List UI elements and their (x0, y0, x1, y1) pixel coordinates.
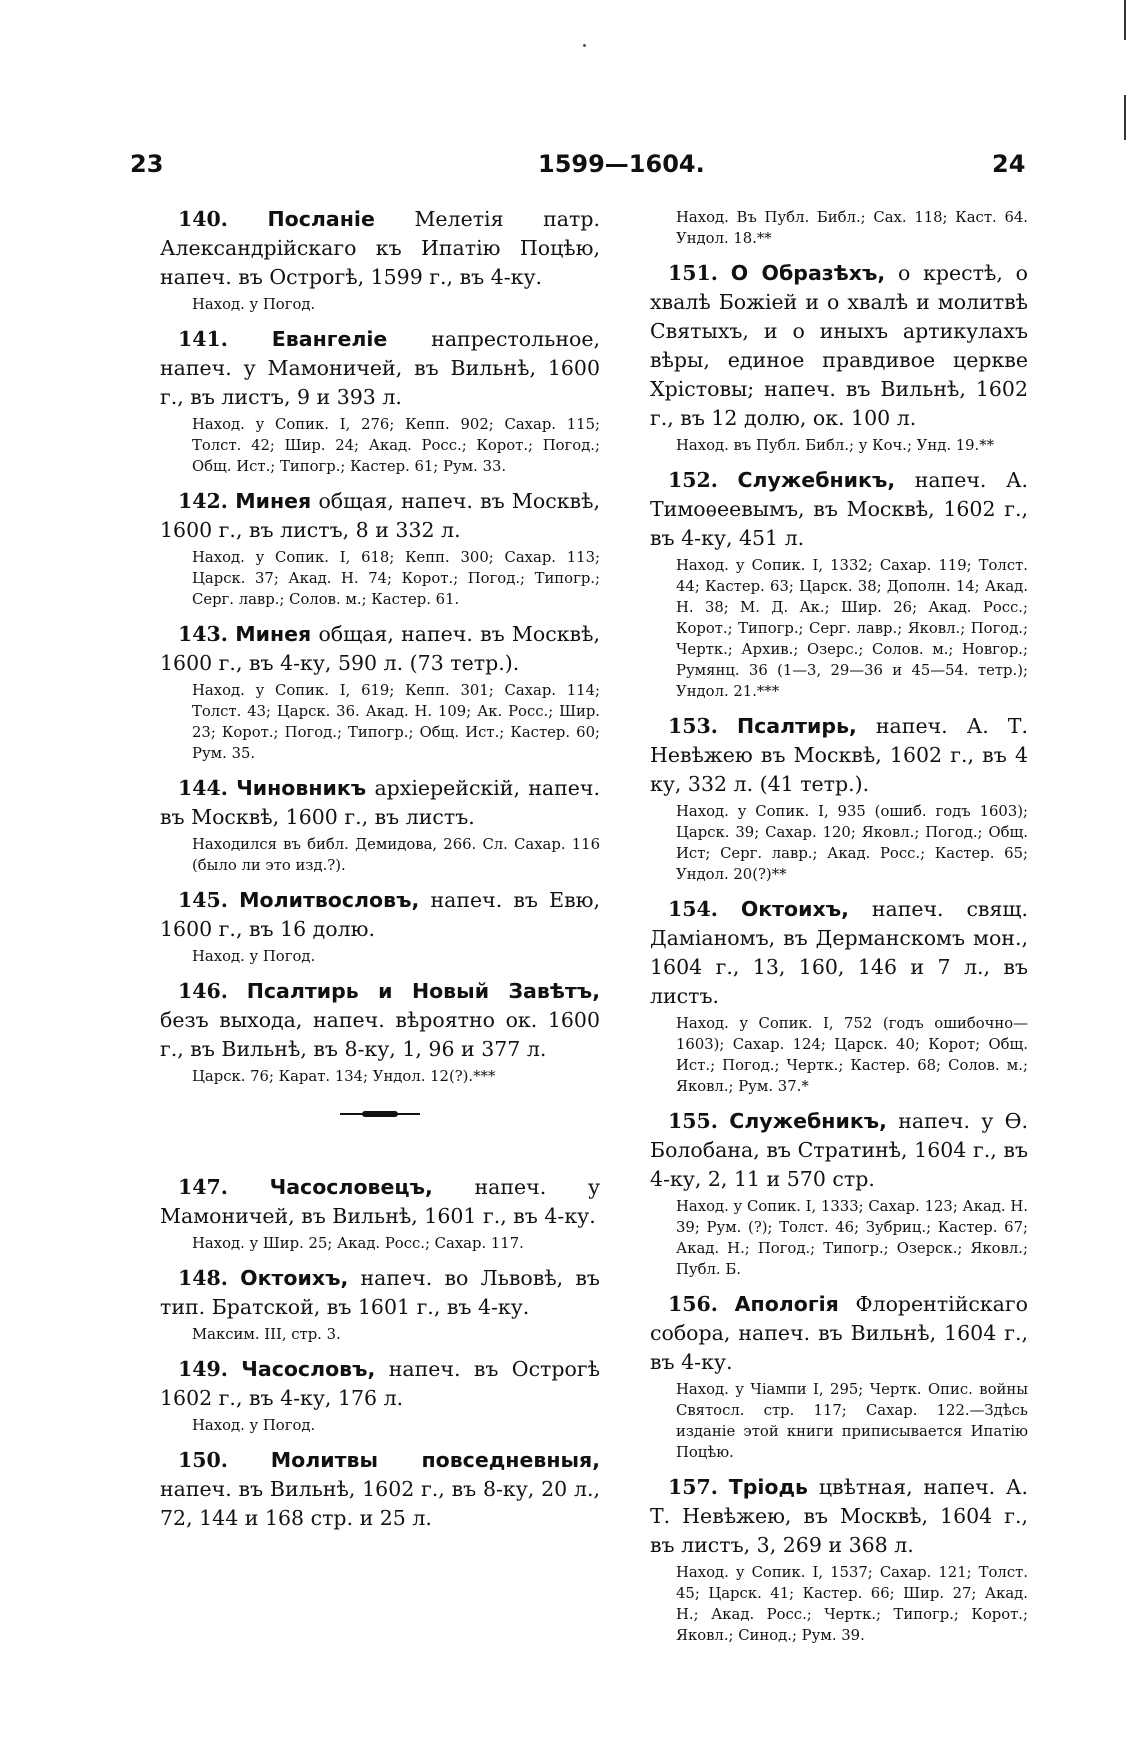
page-number-left: 23 (130, 150, 164, 178)
catalog-entry (650, 895, 1028, 1097)
catalog-entry (650, 712, 1028, 885)
catalog-entry (160, 774, 600, 876)
entry-number: 147. (178, 1175, 228, 1199)
page-header (0, 150, 1140, 190)
entry-location: Наход. у Сопик. I, 1537; Сахар. 121; Толст. 45; Царск. 41; Кастер. 66; Шир. 27; Акад. Н.; Акад. Росс.; Чертк.; Типогр.; Корот.; Яковл.; Синод.; Рум. 39. (676, 1564, 1028, 1644)
catalog-entry (650, 1107, 1028, 1280)
entry-list (160, 1173, 600, 1533)
entry-text (160, 205, 600, 292)
entry-location: Наход. у Сопик. I, 1333; Сахар. 123; Акад. Н. 39; Рум. (?); Толст. 46; Зубриц.; Кастер. 67; Акад. Н.; Погод.; Типогр.; Озерск.; Яковл.; Публ. Б. (676, 1198, 1028, 1278)
entry-heading: Посланіе (267, 207, 375, 231)
entry-location: Наход. у Шир. 25; Акад. Росс.; Сахар. 117. (192, 1235, 524, 1252)
entry-description (650, 259, 1028, 433)
entry-description (650, 895, 1028, 1011)
entry-location: Наход. у Погод. (192, 1417, 316, 1434)
divider-ornament (362, 1111, 398, 1117)
entry-heading: Минея (235, 622, 312, 646)
entry-text (160, 620, 600, 678)
entry-heading: Апологія (734, 1292, 839, 1316)
entry-body: напеч. у Мамоничей, въ Вильнѣ, 1601 г., въ 4-ку. (160, 1175, 600, 1228)
entry-list (650, 259, 1028, 1646)
section-divider (340, 1111, 420, 1117)
catalog-entry (160, 620, 600, 764)
entry-body: напеч. въ Евю, 1600 г., въ 16 долю. (160, 888, 600, 941)
entry-location: Наход. у Сопик. I, 618; Кепп. 300; Сахар. 113; Царск. 37; Акад. Н. 74; Корот.; Погод.; Типогр.; Серг. лавр.; Солов. м.; Кастер. 61. (192, 549, 600, 608)
entry-number: 153. (668, 714, 718, 738)
entry-number: 151. (668, 261, 718, 285)
entry-text (650, 1473, 1028, 1560)
entry-location: Наход. въ Публ. Библ.; у Коч.; Унд. 19.** (676, 437, 995, 454)
entry-body: напеч. въ Вильнѣ, 1602 г., въ 8-ку, 20 л., 72, 144 и 168 стр. и 25 л. (160, 1477, 600, 1530)
entry-number: 149. (178, 1357, 228, 1381)
entry-body: напеч. свящ. Даміаномъ, въ Дерманскомъ мон., 1604 г., 13, 160, 146 и 7 л., въ листъ. (650, 897, 1028, 1008)
entry-text (160, 325, 600, 412)
entry-description (650, 1473, 1028, 1560)
entry-list (160, 205, 600, 1087)
entry-heading: Молитвословъ, (239, 888, 420, 912)
entry-number: 145. (178, 888, 228, 912)
entry-number: 141. (178, 327, 228, 351)
entry-location: Наход. у Сопик. I, 935 (ошиб. годъ 1603); Царск. 39; Сахар. 120; Яковл.; Погод.; Общ. Ист; Серг. лавр.; Акад. Росс.; Кастер. 65; Ундол. 20(?)** (676, 803, 1028, 883)
entry-number: 148. (178, 1266, 228, 1290)
entry-body: общая, напеч. въ Москвѣ, 1600 г., въ листъ, 8 и 332 л. (160, 489, 600, 542)
entry-description (160, 977, 600, 1064)
entry-number: 140. (178, 207, 228, 231)
entry-body: общая, напеч. въ Москвѣ, 1600 г., въ 4-ку, 590 л. (73 тетр.). (160, 622, 600, 675)
entry-text (160, 977, 600, 1064)
catalog-entry (160, 886, 600, 967)
entry-description (160, 205, 600, 292)
catalog-entry (650, 466, 1028, 702)
scan-edge-line (1124, 95, 1126, 140)
entry-text (160, 886, 600, 944)
entry-text (160, 1446, 600, 1533)
entry-text (650, 1107, 1028, 1194)
entry-text (650, 466, 1028, 553)
scan-speck (583, 44, 586, 47)
entry-description (160, 325, 600, 412)
entry-heading: Служебникъ, (729, 1109, 887, 1133)
entry-text (160, 774, 600, 832)
entry-text (160, 1173, 600, 1231)
entry-heading: Служебникъ, (737, 468, 896, 492)
entry-body: архіерейскій, напеч. въ Москвѣ, 1600 г., въ листъ. (160, 776, 600, 829)
entry-body: напеч. во Львовѣ, въ тип. Братской, въ 1601 г., въ 4-ку. (160, 1266, 600, 1319)
entry-number: 142. (178, 489, 228, 513)
catalog-entry (650, 1473, 1028, 1646)
entry-number: 144. (178, 776, 228, 800)
entry-number: 157. (668, 1475, 718, 1499)
catalog-entry (160, 205, 600, 315)
entry-location: Наход. у Погод. (192, 296, 316, 313)
catalog-entry (160, 1446, 600, 1533)
entry-description (160, 1173, 600, 1231)
entry-heading: Минея (235, 489, 312, 513)
entry-description (160, 620, 600, 678)
entry-description (160, 774, 600, 832)
entry-description (160, 886, 600, 944)
entry-number: 156. (668, 1292, 718, 1316)
catalog-entry (160, 1264, 600, 1345)
entry-body: цвѣтная, напеч. А. Т. Невѣжею, въ Москвѣ, 1604 г., въ листъ, 3, 269 и 368 л. (650, 1475, 1028, 1557)
catalog-entry (160, 1173, 600, 1254)
catalog-entry (650, 259, 1028, 456)
entry-text (650, 259, 1028, 433)
entry-heading: Псалтирь, (737, 714, 857, 738)
entry-number: 143. (178, 622, 228, 646)
left-column (160, 205, 600, 1543)
entry-text (650, 712, 1028, 799)
entry-number: 155. (668, 1109, 718, 1133)
entry-text (160, 487, 600, 545)
entry-number: 146. (178, 979, 228, 1003)
entry-heading: Часословецъ, (269, 1175, 433, 1199)
entry-location: Наход. у Сопик. I, 752 (годъ ошибочно—1603); Сахар. 124; Царск. 40; Корот; Общ. Ист.; Погод.; Чертк.; Кастер. 68; Солов. м.; Яковл.; Рум. 37.* (676, 1015, 1028, 1095)
entry-location: Царск. 76; Карат. 134; Ундол. 12(?).*** (192, 1068, 496, 1085)
entry-location: Наход. у Погод. (192, 948, 316, 965)
entry-description (650, 1107, 1028, 1194)
entry-body: Мелетія патр. Александрійскаго къ Ипатію Поцѣю, напеч. въ Острогѣ, 1599 г., въ 4-ку. (160, 207, 600, 289)
entry-location: Наход. у Сопик. I, 276; Кепп. 902; Сахар. 115; Толст. 42; Шир. 24; Акад. Росс.; Корот.; Погод.; Общ. Ист.; Типогр.; Кастер. 61; Рум. 33. (192, 416, 600, 475)
entry-body: Флорентійскаго собора, напеч. въ Вильнѣ, 1604 г., въ 4-ку. (650, 1292, 1028, 1374)
entry-heading: О Образѣхъ, (730, 261, 886, 285)
entry-body: напеч. А. Т. Невѣжею въ Москвѣ, 1602 г., въ 4 ку, 332 л. (41 тетр.). (650, 714, 1028, 796)
entry-location: Наход. у Чіампи I, 295; Чертк. Опис. войны Святосл. стр. 117; Сахар. 122.—Здѣсь изданіе этой книги приписывается Ипатію Поцѣю. (676, 1381, 1028, 1461)
entry-body: напеч. у Ѳ. Болобана, въ Стратинѣ, 1604 г., въ 4-ку, 2, 11 и 570 стр. (650, 1109, 1028, 1191)
entry-description (160, 1355, 600, 1413)
entry-heading: Евангеліе (271, 327, 388, 351)
catalog-entry (160, 977, 600, 1087)
entry-location: Наход. у Сопик. I, 619; Кепп. 301; Сахар. 114; Толст. 43; Царск. 36. Акад. Н. 109; Ак. Росс.; Шир. 23; Корот.; Погод.; Типогр.; Общ. Ист.; Кастер. 60; Рум. 35. (192, 682, 600, 762)
entry-body: напеч. А. Тимоѳеевымъ, въ Москвѣ, 1602 г., въ 4-ку, 451 л. (650, 468, 1028, 550)
entry-description (160, 487, 600, 545)
page-number-right: 24 (992, 150, 1026, 178)
scan-edge-line (1124, 0, 1126, 40)
entry-location: Наход. у Сопик. I, 1332; Сахар. 119; Толст. 44; Кастер. 63; Царск. 38; Дополн. 14; Акад. Н. 38; М. Д. Ак.; Шир. 26; Акад. Росс.; Корот.; Типогр.; Серг. лавр.; Яковл.; Погод.; Чертк.; Архив.; Озерс.; Солов. м.; Новгор.; Румянц. 36 (1—3, 29—36 и 45—54. тетр.); Ундол. 21.*** (676, 557, 1028, 700)
entry-text (650, 895, 1028, 1011)
entry-description (650, 466, 1028, 553)
entry-text (160, 1264, 600, 1322)
entry-heading: Тріодь (728, 1475, 809, 1499)
catalog-entry (650, 1290, 1028, 1463)
entry-body: напрестольное, напеч. у Мамоничей, въ Вильнѣ, 1600 г., въ листъ, 9 и 393 л. (160, 327, 600, 409)
entry-number: 154. (668, 897, 718, 921)
entry-heading: Псалтирь и Новый Завѣтъ, (246, 979, 600, 1003)
entry-number: 152. (668, 468, 718, 492)
entry-text (160, 1355, 600, 1413)
entry-heading: Октоихъ, (740, 897, 849, 921)
catalog-entry (160, 487, 600, 610)
entry-number: 150. (178, 1448, 228, 1472)
entry-description (650, 712, 1028, 799)
catalog-entry (160, 1355, 600, 1436)
entry-location-continued: Наход. Въ Публ. Библ.; Сах. 118; Каст. 64. Ундол. 18.** (676, 209, 1028, 247)
entry-heading: Молитвы повседневныя, (270, 1448, 600, 1472)
entry-heading: Октоихъ, (240, 1266, 349, 1290)
catalog-entry (160, 325, 600, 477)
entry-location: Максим. III, стр. 3. (192, 1326, 341, 1343)
entry-body: безъ выхода, напеч. вѣроятно ок. 1600 г., въ Вильнѣ, въ 8-ку, 1, 96 и 377 л. (160, 1008, 600, 1061)
entry-heading: Часословъ, (241, 1357, 376, 1381)
entry-description (650, 1290, 1028, 1377)
entry-location: Находился въ библ. Демидова, 266. Сл. Сахар. 116 (было ли это изд.?). (192, 836, 600, 874)
entry-heading: Чиновникъ (236, 776, 367, 800)
entry-description (160, 1264, 600, 1322)
entry-text (650, 1290, 1028, 1377)
entry-description (160, 1446, 600, 1533)
entry-body: напеч. въ Острогѣ 1602 г., въ 4-ку, 176 л. (160, 1357, 600, 1410)
years-title: 1599—1604. (538, 150, 705, 178)
right-column (650, 205, 1028, 1656)
entry-body: о крестѣ, о хвалѣ Божіей и о хвалѣ и молитвѣ Святыхъ, и о иныхъ артикулахъ вѣры, единое правдивое церкве Хрістовы; напеч. въ Вильнѣ, 1602 г., въ 12 долю, ок. 100 л. (650, 261, 1028, 430)
